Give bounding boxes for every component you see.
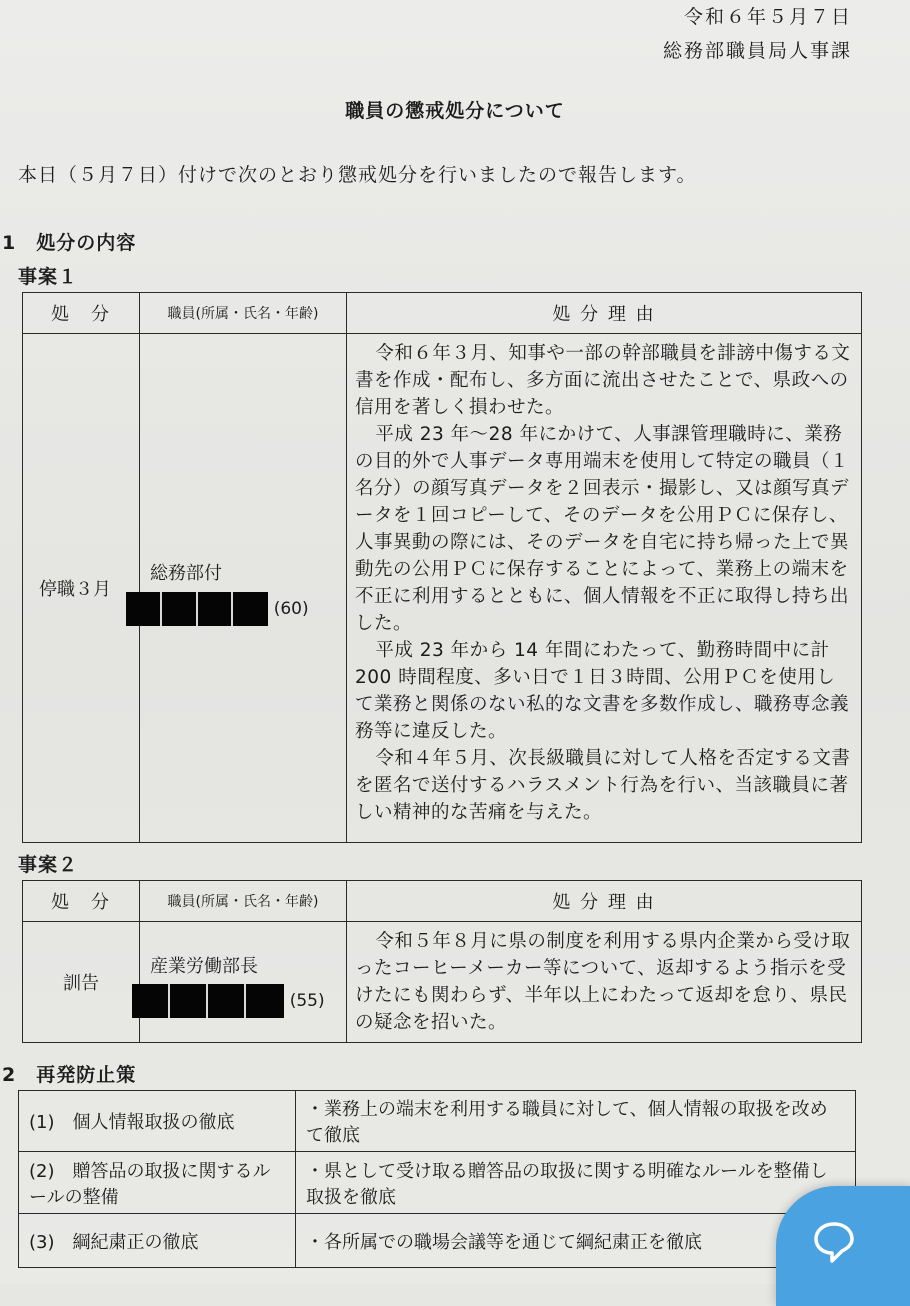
case1-affiliation: 総務部付 — [150, 563, 222, 584]
case1-person-cell — [140, 334, 347, 843]
prevention-item: (2) 贈答品の取扱に関するルールの整備 — [19, 1152, 296, 1214]
case1-reason-paragraph: 平成 23 年～28 年にかけて、人事課管理職時に、業務の目的外で人事データ専用端末を使用して特定の職員（１名分）の顔写真データを２回表示・撮影し、又は顔写真データを１回コピーして、そのデータを公用ＰＣに保存し、人事異動の際には、そのデータを自宅に持ち帰った上で異動先の公用ＰＣに保存することによって、業務上の端末を不正に利用するとともに、個人情報を不正に取得し持ち出した。 — [355, 424, 850, 634]
col-reason-header: 処 分 理 由 — [347, 293, 862, 334]
prevention-table — [18, 1090, 856, 1268]
case1-reason-paragraph: 令和６年３月、知事や一部の幹部職員を誹謗中傷する文書を作成・配布し、多方面に流出させたことで、県政への信用を著しく損わせた。 — [355, 343, 851, 418]
redacted-name-box — [132, 984, 284, 1018]
section2-heading: 2 再発防止策 — [2, 1064, 137, 1086]
case2-affiliation: 産業労働部長 — [150, 956, 258, 977]
case2-table — [22, 880, 862, 1043]
col-person-header: 職員(所属・氏名・年齢) — [140, 293, 347, 334]
document-title: 職員の懲戒処分について — [345, 100, 565, 122]
case2-reason-paragraph: 令和５年８月に県の制度を利用する県内企業から受け取ったコーヒーメーカー等について、返却するよう指示を受けたにも関わらず、半年以上にわたって返却を怠り、県民の疑念を招いた。 — [355, 931, 851, 1033]
prevention-action: ・県として受け取る贈答品の取扱に関する明確なルールを整備し取扱を徹底 — [296, 1152, 856, 1214]
case1-penalty: 停職３月 — [23, 334, 140, 843]
case2-penalty: 訓告 — [23, 922, 140, 1043]
speech-bubble-icon — [812, 1220, 856, 1264]
case1-reason-cell — [347, 334, 862, 843]
intro-text: 本日（５月７日）付けで次のとおり懲戒処分を行いましたので報告します。 — [18, 164, 697, 186]
issuing-department: 総務部職員局人事課 — [662, 40, 852, 62]
case1-reason-paragraph: 令和４年５月、次長級職員に対して人格を否定する文書を匿名で送付するハラスメント行為を行い、当該職員に著しい精神的な苦痛を与えた。 — [355, 748, 851, 823]
prevention-item: (1) 個人情報取扱の徹底 — [19, 1091, 296, 1152]
col-person-header: 職員(所属・氏名・年齢) — [140, 881, 347, 922]
prevention-item: (3) 綱紀粛正の徹底 — [19, 1214, 296, 1268]
prevention-action: ・各所属での職場会議等を通じて綱紀粛正を徹底 — [296, 1214, 856, 1268]
case1-reason-paragraph: 平成 23 年から 14 年間にわたって、勤務時間中に計 200 時間程度、多い日で１日３時間、公用ＰＣを使用して業務と関係のない私的な文書を多数作成し、職務専念義務等に違反した。 — [355, 640, 850, 742]
case1-table — [22, 292, 862, 843]
case2-reason-cell — [347, 922, 862, 1043]
redacted-name-box — [126, 592, 268, 626]
chat-button[interactable] — [776, 1186, 910, 1306]
case1-age: (60) — [273, 599, 309, 619]
case1-label: 事案１ — [18, 266, 79, 288]
col-penalty-header: 処 分 — [23, 293, 140, 334]
prevention-action: ・業務上の端末を利用する職員に対して、個人情報の取扱を改めて徹底 — [296, 1091, 856, 1152]
case2-age: (55) — [289, 991, 325, 1011]
document-date: 令和６年５月７日 — [683, 6, 852, 28]
section1-heading: 1 処分の内容 — [2, 232, 137, 254]
case2-person-cell — [140, 922, 347, 1043]
col-penalty-header: 処 分 — [23, 881, 140, 922]
col-reason-header: 処 分 理 由 — [347, 881, 862, 922]
case2-label: 事案２ — [18, 854, 79, 876]
